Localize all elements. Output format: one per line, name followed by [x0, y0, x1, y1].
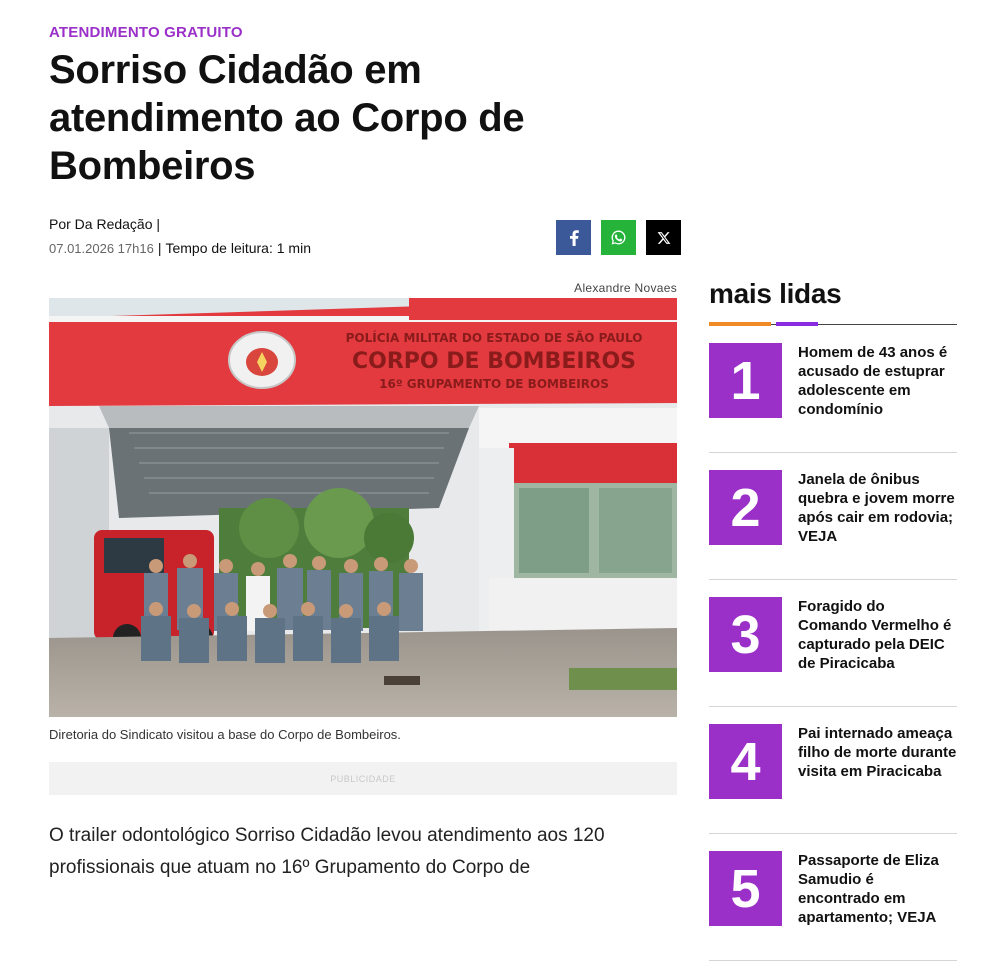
sign-line-3: 16º GRUPAMENTO DE BOMBEIROS: [379, 377, 609, 391]
most-read-list: [709, 343, 957, 961]
accent-bar-purple: [776, 322, 818, 326]
ad-placeholder: PUBLICIDADE: [49, 762, 677, 795]
article-date: 07.01.2026 17h16: [49, 241, 154, 256]
most-read-headline[interactable]: Pai internado ameaça filho de morte durante visita em Piracicaba: [798, 725, 957, 780]
article-meta: 07.01.2026 17h16 | Tempo de leitura: 1 min: [49, 240, 311, 256]
section-divider: [709, 322, 957, 326]
accent-bar-orange: [709, 322, 771, 326]
share-bar: [556, 220, 681, 255]
whatsapp-icon: [610, 229, 627, 246]
article-byline[interactable]: Por Da Redação |: [49, 216, 161, 232]
most-read-item-3[interactable]: [709, 597, 957, 707]
rank-number: 5: [709, 851, 782, 926]
share-x-button[interactable]: [646, 220, 681, 255]
article-paragraph-line-2: profissionais que atuam no 16º Grupamento do Corpo de: [49, 857, 531, 878]
rank-number: 1: [709, 343, 782, 418]
share-facebook-button[interactable]: [556, 220, 591, 255]
x-icon: [657, 231, 671, 245]
rank-number: 3: [709, 597, 782, 672]
most-read-item-4[interactable]: [709, 724, 957, 834]
article-photo[interactable]: [49, 298, 677, 717]
sign-line-1: POLÍCIA MILITAR DO ESTADO DE SÃO PAULO: [345, 331, 643, 345]
most-read-headline[interactable]: Passaporte de Eliza Samudio é encontrado em apartamento; VEJA: [798, 852, 939, 926]
sign-line-2: CORPO DE BOMBEIROS: [351, 349, 637, 374]
article-paragraph-line-1: O trailer odontológico Sorriso Cidadão levou atendimento aos 120: [49, 825, 605, 846]
most-read-headline[interactable]: Homem de 43 anos é acusado de estuprar adolescente em condomínio: [798, 344, 948, 418]
most-read-sidebar: [709, 278, 957, 961]
most-read-item-2[interactable]: [709, 470, 957, 580]
article-kicker[interactable]: ATENDIMENTO GRATUITO: [49, 24, 243, 41]
facebook-icon: [568, 230, 580, 246]
article-body: [49, 820, 677, 884]
share-whatsapp-button[interactable]: [601, 220, 636, 255]
article-title: Sorriso Cidadão em atendimento ao Corpo de Bombeiros: [49, 48, 525, 188]
rank-number: 4: [709, 724, 782, 799]
firefighters-group-photo: [49, 298, 677, 717]
rank-number: 2: [709, 470, 782, 545]
photo-caption: Diretoria do Sindicato visitou a base do Corpo de Bombeiros.: [49, 727, 401, 742]
photo-credit: Alexandre Novaes: [574, 281, 677, 295]
most-read-item-1[interactable]: [709, 343, 957, 453]
reading-time: Tempo de leitura: 1 min: [165, 240, 311, 256]
most-read-title: mais lidas: [709, 278, 842, 309]
most-read-headline[interactable]: Foragido do Comando Vermelho é capturado pela DEIC de Piracicaba: [798, 598, 952, 672]
most-read-item-5[interactable]: [709, 851, 957, 961]
most-read-headline[interactable]: Janela de ônibus quebra e jovem morre após cair em rodovia; VEJA: [798, 471, 955, 545]
